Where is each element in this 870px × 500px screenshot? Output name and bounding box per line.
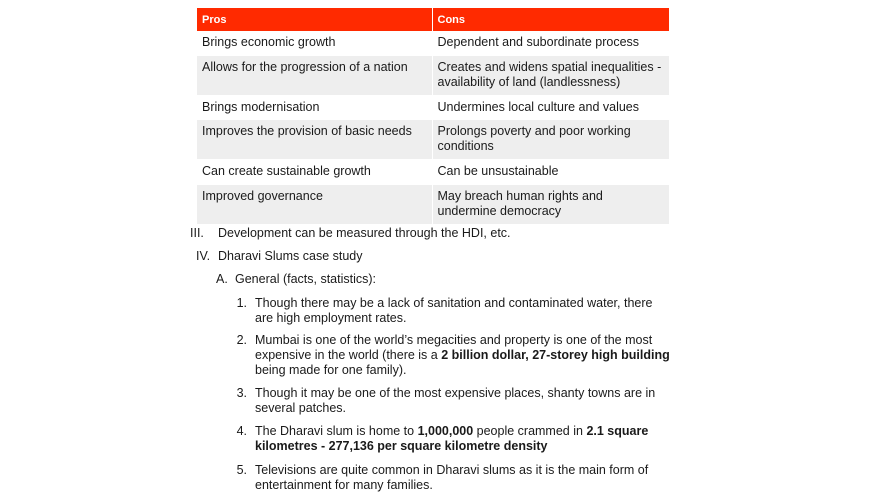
cons-header: Cons	[432, 8, 669, 31]
marker-iv: IV.	[196, 249, 211, 263]
outline-text-iii: Development can be measured through the HDI, etc.	[218, 226, 511, 240]
con-cell: Undermines local culture and values	[432, 96, 669, 120]
point-text-bold: 2 billion dollar, 27-storey high building	[441, 348, 670, 362]
point-text-part: The Dharavi slum is home to	[255, 424, 418, 438]
con-cell: Prolongs poverty and poor working conditions	[432, 120, 669, 160]
table-row	[197, 120, 669, 160]
pro-cell: Allows for the progression of a nation	[197, 56, 432, 96]
point-marker: 2.	[236, 333, 247, 347]
pro-cell: Improves the provision of basic needs	[197, 120, 432, 160]
table-header-row	[197, 8, 669, 31]
table-row	[197, 96, 669, 120]
table-row	[197, 56, 669, 96]
con-cell: Creates and widens spatial inequalities - availability of land (landlessness)	[432, 56, 669, 96]
point-marker: 1.	[236, 296, 247, 310]
point-text-part: Mumbai is one of the world’s megacities and property is one of the most expensive in the world (there is a	[255, 333, 653, 362]
pro-cell: Brings economic growth	[197, 31, 432, 56]
con-cell: Can be unsustainable	[432, 160, 669, 185]
outline-text-a: General (facts, statistics):	[235, 272, 377, 286]
point-text-part: being made for one family).	[255, 363, 407, 377]
pro-cell: Can create sustainable growth	[197, 160, 432, 185]
point-text: Though there may be a lack of sanitation and contaminated water, there are high employment rates.	[255, 296, 653, 325]
point-text-part: people crammed in	[473, 424, 587, 438]
point-marker: 5.	[236, 463, 247, 477]
marker-a: A.	[216, 272, 228, 286]
table-row	[197, 160, 669, 185]
point-text: Though it may be one of the most expensive places, shanty towns are in several patches.	[255, 386, 656, 415]
con-cell: Dependent and subordinate process	[432, 31, 669, 56]
point-text	[255, 424, 670, 454]
point-text	[255, 333, 673, 378]
table-row	[197, 185, 669, 225]
pros-header: Pros	[197, 8, 432, 31]
outline-text-iv: Dharavi Slums case study	[218, 249, 363, 263]
point-text-bold: 2.1 square kilometres - 277,136 per square kilometre density	[255, 424, 649, 453]
pro-cell: Brings modernisation	[197, 96, 432, 120]
point-marker: 3.	[236, 386, 247, 400]
pros-cons-table	[197, 8, 670, 225]
con-cell: May breach human rights and undermine democracy	[432, 185, 669, 225]
point-text-bold: 1,000,000	[417, 424, 474, 438]
marker-iii: III.	[190, 226, 204, 240]
pro-cell: Improved governance	[197, 185, 432, 225]
point-marker: 4.	[236, 424, 247, 438]
point-text: Televisions are quite common in Dharavi slums as it is the main form of entertainment for many families.	[255, 463, 649, 492]
table-row	[197, 31, 669, 56]
